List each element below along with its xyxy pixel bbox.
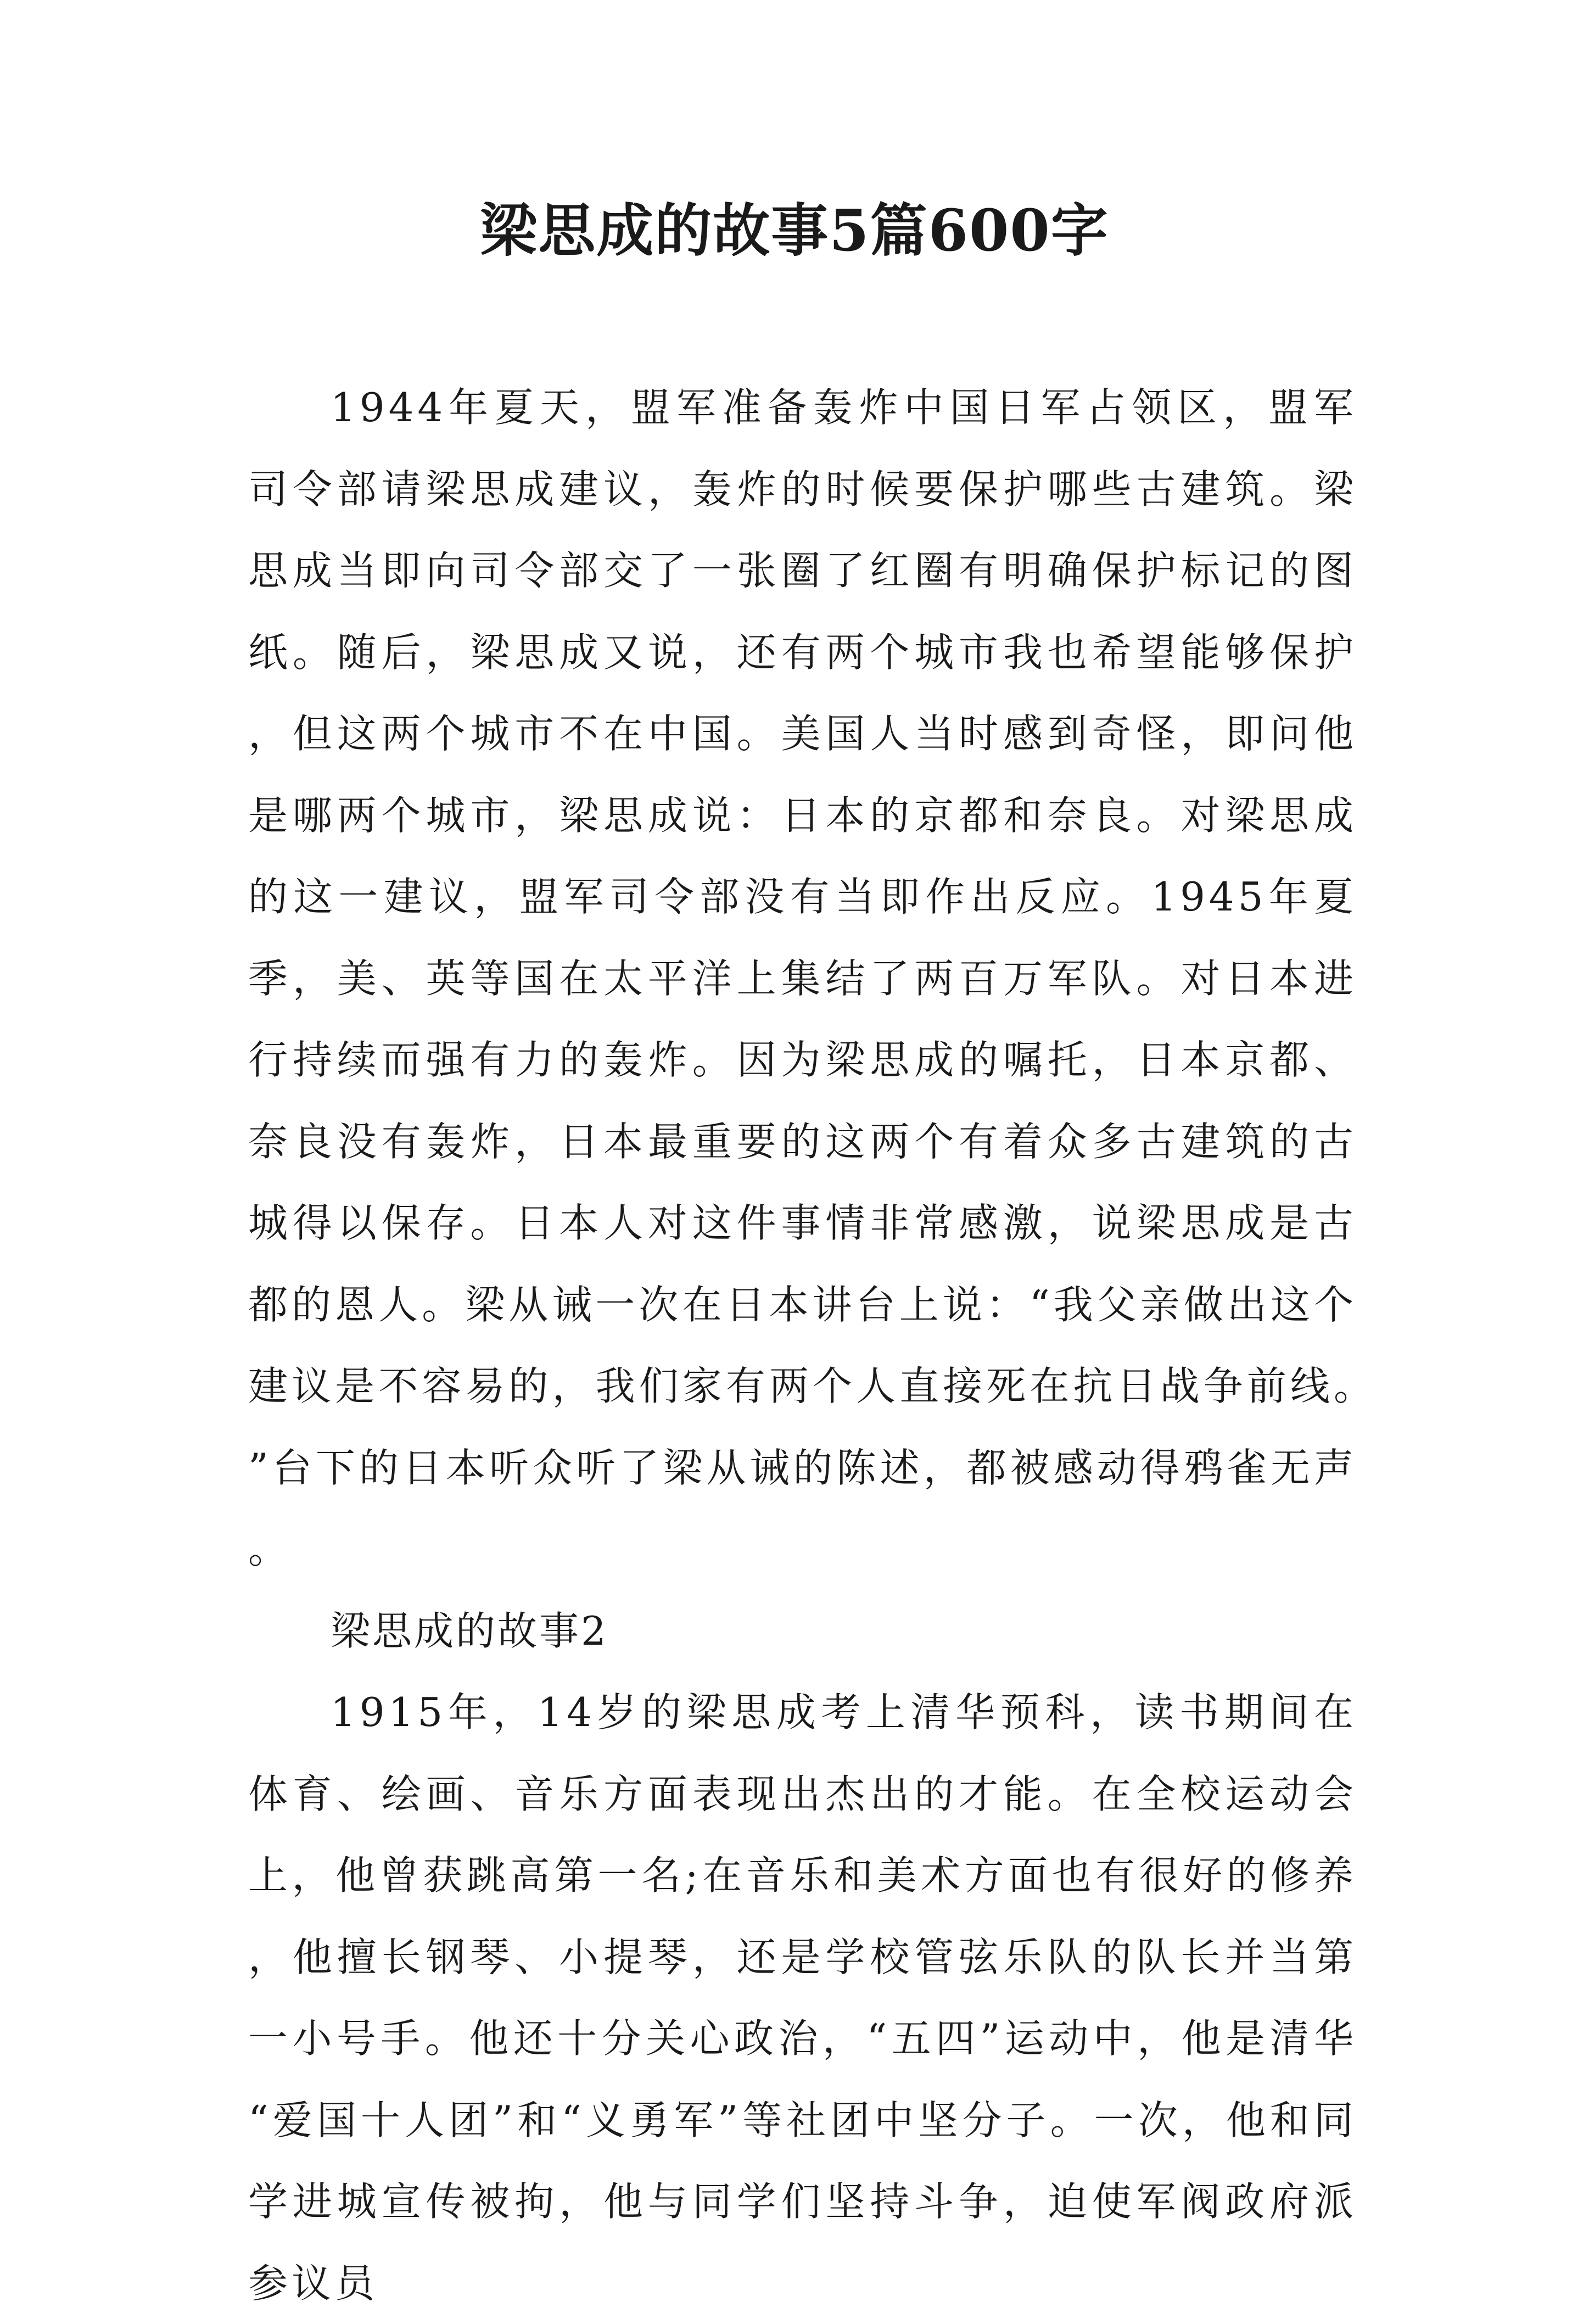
paragraph-story-1: 1944年夏天，盟军准备轰炸中国日军占领区，盟军司令部请梁思成建议，轰炸的时候要保护哪些古建筑。梁思成当即向司令部交了一张圈了红圈有明确保护标记的图纸。随后，梁思成又说，还有两个城市我也希望能够保护，但这两个城市不在中国。美国人当时感到奇怪，即问他是哪两个城市，梁思成说：日本的京都和奈良。对梁思成的这一建议，盟军司令部没有当即作出反应。1945年夏季，美、英等国在太平洋上集结了两百万军队。对日本进行持续而强有力的轰炸。因为梁思成的嘱托，日本京都、奈良没有轰炸，日本最重要的这两个有着众多古建筑的古城得以保存。日本人对这件事情非常感激，说梁思成是古都的恩人。梁从诫一次在日本讲台上说：“我父亲做出这个建议是不容易的，我们家有两个人直接死在抗日战争前线。”台下的日本听众听了梁从诫的陈述，都被感动得鸦雀无声。 <box>248 384 1357 1572</box>
section-heading-story-2: 梁思成的故事2 <box>331 1607 608 1654</box>
document-title: 梁思成的故事5篇600字 <box>480 197 1109 264</box>
paragraph-story-2: 1915年，14岁的梁思成考上清华预科，读书期间在体育、绘画、音乐方面表现出杰出的才能。在全校运动会上，他曾获跳高第一名;在音乐和美术方面也有很好的修养，他擅长钢琴、小提琴，还是学校管弦乐队的队长并当第一小号手。他还十分关心政治，“五四”运动中，他是清华“爱国十人团”和“义勇军”等社团中坚分子。一次，他和同学进城宣传被拘，他与同学们坚持斗争，迫使军阀政府派参议员 <box>248 1689 1357 2306</box>
document-body <box>248 367 1357 2324</box>
